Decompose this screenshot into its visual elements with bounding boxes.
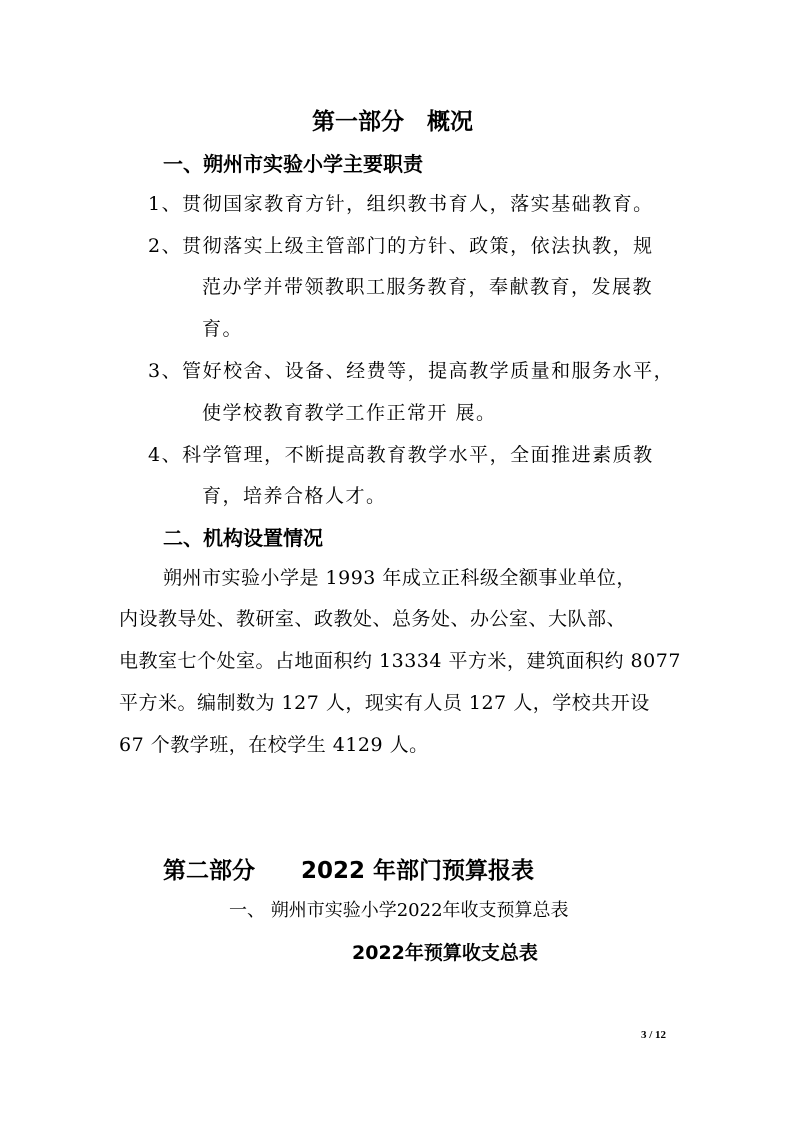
duty-item-2-line-3: 育。 xyxy=(202,318,244,340)
duty-item-3-line-2: 使学校教育教学工作正常开 展。 xyxy=(202,402,497,424)
duty-item-2-line-1: 2、贯彻落实上级主管部门的方针、政策，依法执教，规 xyxy=(148,235,654,257)
org-paragraph-line-2: 内设教导处、教研室、政教处、总务处、办公室、大队部、 xyxy=(119,608,627,630)
section2-heading: 二、机构设置情况 xyxy=(163,526,323,550)
org-paragraph-line-3: 电教室七个处室。占地面积约 13334 平方米，建筑面积约 8077 xyxy=(119,650,681,672)
part2-title: 第二部分 2022 年部门预算报表 xyxy=(163,858,535,884)
budget-table-title: 2022年预算收支总表 xyxy=(352,942,538,964)
org-paragraph-line-1: 朔州市实验小学是 1993 年成立正科级全额事业单位， xyxy=(163,567,636,589)
duty-item-1-line-1: 1、贯彻国家教育方针，组织教书育人，落实基础教育。 xyxy=(148,193,654,215)
page-number: 3 / 12 xyxy=(641,1029,667,1041)
part1-title: 第一部分 概况 xyxy=(312,109,473,135)
section1-heading: 一、朔州市实验小学主要职责 xyxy=(163,152,423,176)
duty-item-4-line-2: 育，培养合格人才。 xyxy=(202,485,387,507)
org-paragraph-line-5: 67 个教学班，在校学生 4129 人。 xyxy=(119,734,429,756)
duty-item-4-line-1: 4、科学管理，不断提高教育教学水平，全面推进素质教 xyxy=(148,444,654,466)
org-paragraph-line-4: 平方米。编制数为 127 人，现实有人员 127 人，学校共开设 xyxy=(119,692,650,714)
duty-item-3-line-1: 3、管好校舍、设备、经费等，提高教学质量和服务水平， xyxy=(148,360,675,382)
budget-summary-subtitle: 一、 朔州市实验小学2022年收支预算总表 xyxy=(229,900,569,921)
duty-item-2-line-2: 范办学并带领教职工服务教育，奉献教育，发展教 xyxy=(202,276,654,298)
